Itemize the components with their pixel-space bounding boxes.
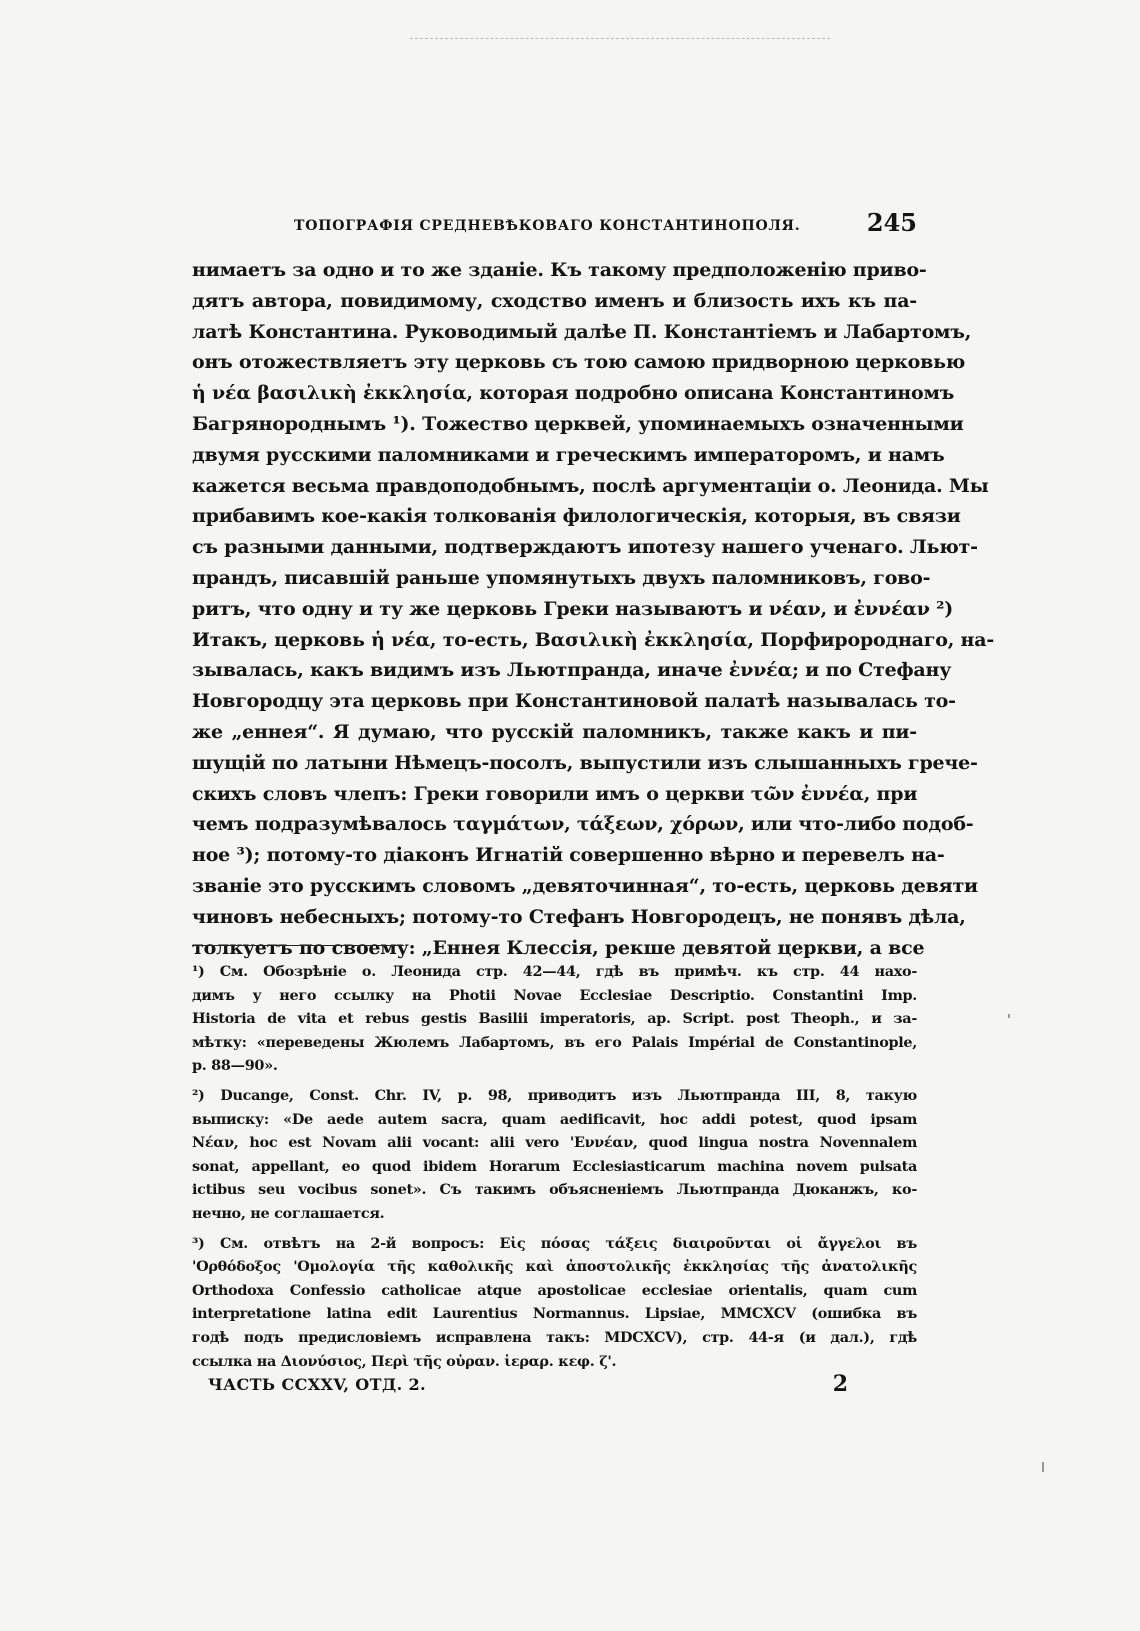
text-line: кажется весьма правдоподобнымъ, послѣ аргументаціи о. Леонида. Мы <box>192 474 989 497</box>
footnote-line: димъ у него ссылку на Photii Novae Ecclesiae Descriptio. Constantini Imp. <box>192 986 917 1004</box>
scan-speck <box>1008 1014 1010 1018</box>
text-line: чиновъ небесныхъ; потому-то Стефанъ Новгородецъ, не понявъ дѣла, <box>192 905 966 928</box>
text-line: Итакъ, церковь ἡ νέα, то-есть, Βασιλικὴ ἐκκλησία, Порфиророднаго, на- <box>192 628 995 651</box>
footnote-line: p. 88—90». <box>192 1057 278 1075</box>
text-line: съ разными данными, подтверждаютъ ипотезу нашего ученаго. Льют- <box>192 536 978 559</box>
footnote-line: ictibus seu vocibus sonet». Съ такимъ объясненіемъ Льютпранда Дюканжъ, ко- <box>192 1181 917 1199</box>
footnotes <box>192 960 917 1379</box>
footnote-line: Νέαν, hoc est Novam alii vocant: alii vero 'Εννέαν, quod lingua nostra Novennalem <box>192 1134 917 1152</box>
footnote-line: interpretatione latina edit Laurentius Normannus. Lipsiae, MMCXCV (ошибка въ <box>192 1305 917 1323</box>
footnote-3 <box>192 1232 917 1374</box>
text-line: прандъ, писавшій раньше упомянутыхъ двухъ паломниковъ, гово- <box>192 566 931 589</box>
text-line: латѣ Константина. Руководимый далѣе П. Константіемъ и Лабартомъ, <box>192 320 972 343</box>
running-title: ТОПОГРАФІЯ СРЕДНЕВѢКОВАГО КОНСТАНТИНОПОЛЯ. <box>294 218 801 234</box>
footnote-line: sonat, appellant, eo quod ibidem Horarum Ecclesiasticarum machina novem pulsata <box>192 1157 917 1175</box>
text-line: званіе это русскимъ словомъ „девяточинная“, то-есть, церковь девяти <box>192 874 978 897</box>
footnote-line: Orthodoxa Confessio catholicae atque apostolicae ecclesiae orientalis, quam cum <box>192 1281 917 1299</box>
page-header <box>192 208 917 248</box>
scan-speck <box>1042 1462 1044 1472</box>
footnote-line: годѣ подъ предисловіемъ исправлена такъ: MDCXCV), стр. 44-я (и дал.), гдѣ <box>192 1328 917 1346</box>
footnote-line: Historia de vita et rebus gestis Basilii imperatoris, ap. Script. post Theoph., и за- <box>192 1010 917 1028</box>
footnote-line: выписку: «De aede autem sacra, quam aedificavit, hoc addi potest, quod ipsam <box>192 1110 917 1128</box>
main-text <box>192 255 995 963</box>
signature-mark: 2 <box>832 1371 848 1397</box>
text-line: Багрянороднымъ ¹). Тожество церквей, упоминаемыхъ означенными <box>192 412 964 435</box>
footnote-2 <box>192 1084 917 1226</box>
text-line: скихъ словъ члепъ: Греки говорили имъ о церкви τῶν ἐννέα, при <box>192 782 918 805</box>
text-line: ἡ νέα βασιλικὴ ἐκκλησία, которая подробно описана Константиномъ <box>192 382 955 405</box>
footnote-line: ²) Ducange, Const. Chr. IV, p. 98, приводитъ изъ Льютпранда III, 8, такую <box>192 1086 917 1104</box>
footnote-line: ссылка на Διονύσιος, Περὶ τῆς οὐραν. ἱεραρ. κεφ. ζ'. <box>192 1352 617 1370</box>
text-line: ное ³); потому-то діаконъ Игнатій совершенно вѣрно и перевелъ на- <box>192 844 945 867</box>
page-number: 245 <box>866 208 917 237</box>
text-line: дятъ автора, повидимому, сходство именъ и близость ихъ къ па- <box>192 289 917 312</box>
signature-line: ЧАСТЬ СCXXV, ОТД. 2. <box>208 1375 427 1394</box>
footnote-line: 'Ορθόδοξος 'Ομολογία τῆς καθολικῆς καὶ ἀποστολικῆς ἐκκλησίας τῆς ἀνατολικῆς <box>192 1258 917 1276</box>
footnote-line: нечно, не соглашается. <box>192 1204 385 1222</box>
text-line: ритъ, что одну и ту же церковь Греки называютъ и νέαν, и ἐννέαν ²) <box>192 597 954 620</box>
text-line: Новгородцу эта церковь при Константиновой палатѣ называлась то- <box>192 690 956 713</box>
footnote-line: мѣтку: «переведены Жюлемъ Лабартомъ, въ его Palais Impérial de Constantinople, <box>192 1033 917 1051</box>
text-line: шущій по латыни Нѣмецъ-посолъ, выпустили изъ слышанныхъ грече- <box>192 751 978 774</box>
text-line: прибавимъ кое-какія толкованія филологическія, которыя, въ связи <box>192 505 961 528</box>
footnote-separator <box>192 945 404 946</box>
footnote-line: ³) См. отвѣтъ на 2-й вопросъ: Εἰς πόσας τάξεις διαιροῦνται οἱ ἄγγελοι въ <box>192 1234 917 1252</box>
text-line: нимаетъ за одно и то же зданіе. Къ такому предположенію приво- <box>192 259 927 281</box>
page-footer <box>208 1371 848 1405</box>
scan-artifact-line <box>410 38 830 40</box>
text-line: толкуетъ по своему: „Еннея Клессія, рекше девятой церкви, а все <box>192 936 925 959</box>
text-line: зывалась, какъ видимъ изъ Льютпранда, иначе ἐννέα; и по Стефану <box>192 659 952 682</box>
text-line: чемъ подразумѣвалось ταγμάτων, τάξεων, χόρων, или что-либо подоб- <box>192 813 974 836</box>
footnote-line: ¹) См. Обозрѣніе о. Леонида стр. 42—44, гдѣ въ примѣч. къ стр. 44 нахо- <box>192 963 917 980</box>
text-line: двумя русскими паломниками и греческимъ императоромъ, и намъ <box>192 443 945 466</box>
text-line: онъ отожествляетъ эту церковь съ тою самою придворною церковью <box>192 351 966 374</box>
footnote-1 <box>192 960 917 1078</box>
text-line: же „еннея“. Я думаю, что русскій паломникъ, также какъ и пи- <box>192 720 917 743</box>
